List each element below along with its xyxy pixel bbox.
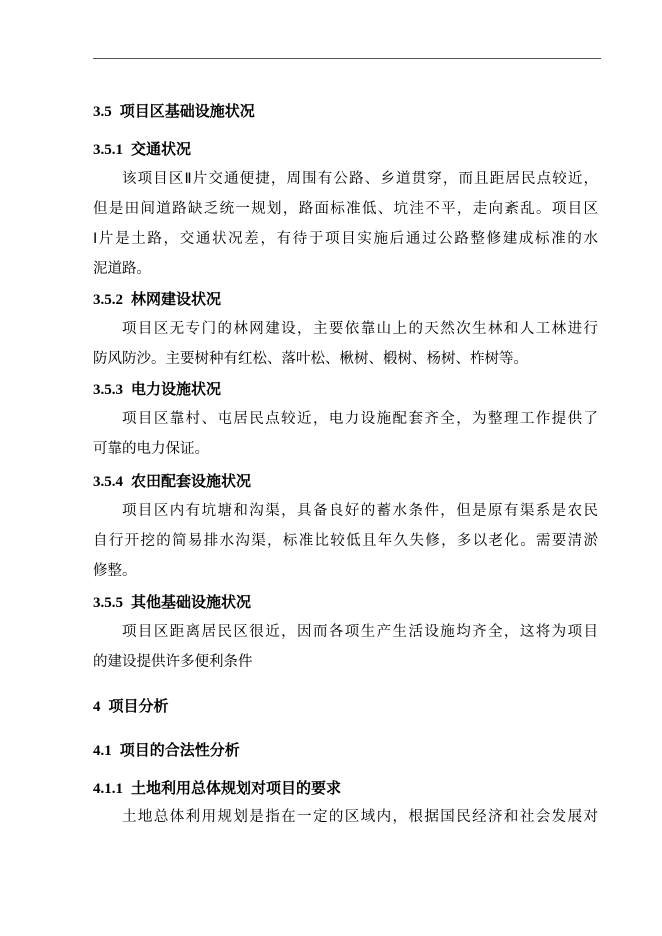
paragraph-line: 项目区无专门的林网建设，主要依靠山上的天然次生林和人工林进行	[122, 321, 598, 337]
section-heading-4-1-1	[93, 778, 341, 799]
section-heading-4-1	[93, 740, 240, 761]
section-number: 4	[93, 699, 101, 715]
section-number: 4.1	[93, 743, 112, 759]
paragraph-line: 项目区内有坑塘和沟渠，具备良好的蓄水条件，但是原有渠系是农民	[122, 503, 598, 519]
paragraph-line: 项目区靠村、屯居民点较近，电力设施配套齐全，为整理工作提供了	[122, 411, 598, 427]
section-number: 3.5.5	[93, 595, 123, 611]
paragraph-line: 该项目区Ⅱ片交通便捷，周围有公路、乡道贯穿，而且距居民点较近，	[122, 171, 598, 187]
paragraph-traffic	[93, 164, 598, 284]
section-heading-3-5-4	[93, 471, 251, 492]
section-title: 项目区基础设施状况	[119, 102, 255, 120]
section-heading-3-5-3	[93, 379, 221, 400]
section-number: 3.5.2	[93, 292, 123, 308]
chapter-heading-4	[93, 696, 169, 717]
paragraph-line: 土地总体利用规划是指在一定的区域内，根据国民经济和社会发展对	[122, 809, 598, 825]
paragraph-line: 修整。	[93, 563, 137, 579]
section-heading-3-5	[93, 101, 255, 122]
paragraph-line: Ⅰ片是土路，交通状况差，有待于项目实施后通过公路整修建成标准的水	[93, 231, 598, 247]
paragraph-other-facilities	[93, 617, 598, 677]
section-heading-3-5-2	[93, 289, 221, 310]
section-number: 3.5.4	[93, 474, 123, 490]
paragraph-line: 防风防沙。主要树种有红松、落叶松、楸树、椴树、杨树、柞树等。	[93, 351, 528, 367]
header-rule	[93, 58, 601, 59]
paragraph-power	[93, 404, 598, 464]
section-title: 交通状况	[131, 140, 192, 158]
paragraph-line: 项目区距离居民区很近，因而各项生产生活设施均齐全，这将为项目	[122, 624, 598, 640]
section-heading-3-5-1	[93, 139, 191, 160]
paragraph-land-planning	[93, 802, 598, 832]
section-title: 其他基础设施状况	[131, 593, 252, 611]
paragraph-line: 自行开挖的简易排水沟渠，标准比较低且年久失修，多以老化。需要清淤	[93, 533, 598, 549]
section-title: 农田配套设施状况	[131, 472, 252, 490]
paragraph-line: 可靠的电力保证。	[93, 441, 209, 457]
paragraph-line: 但是田间道路缺乏统一规划，路面标准低、坑洼不平，走向紊乱。项目区	[93, 201, 598, 217]
section-title: 项目的合法性分析	[119, 741, 240, 759]
section-title: 土地利用总体规划对项目的要求	[131, 779, 342, 797]
section-title: 电力设施状况	[131, 380, 222, 398]
section-title: 林网建设状况	[131, 290, 222, 308]
paragraph-line: 的建设提供许多便利条件	[93, 654, 253, 670]
section-number: 3.5.3	[93, 382, 123, 398]
section-number: 3.5.1	[93, 142, 123, 158]
section-number: 4.1.1	[93, 781, 123, 797]
paragraph-line: 泥道路。	[93, 261, 151, 277]
paragraph-farmland-facilities	[93, 496, 598, 586]
section-title: 项目分析	[108, 697, 169, 715]
paragraph-forest-network	[93, 314, 598, 374]
section-heading-3-5-5	[93, 592, 251, 613]
section-number: 3.5	[93, 104, 112, 120]
